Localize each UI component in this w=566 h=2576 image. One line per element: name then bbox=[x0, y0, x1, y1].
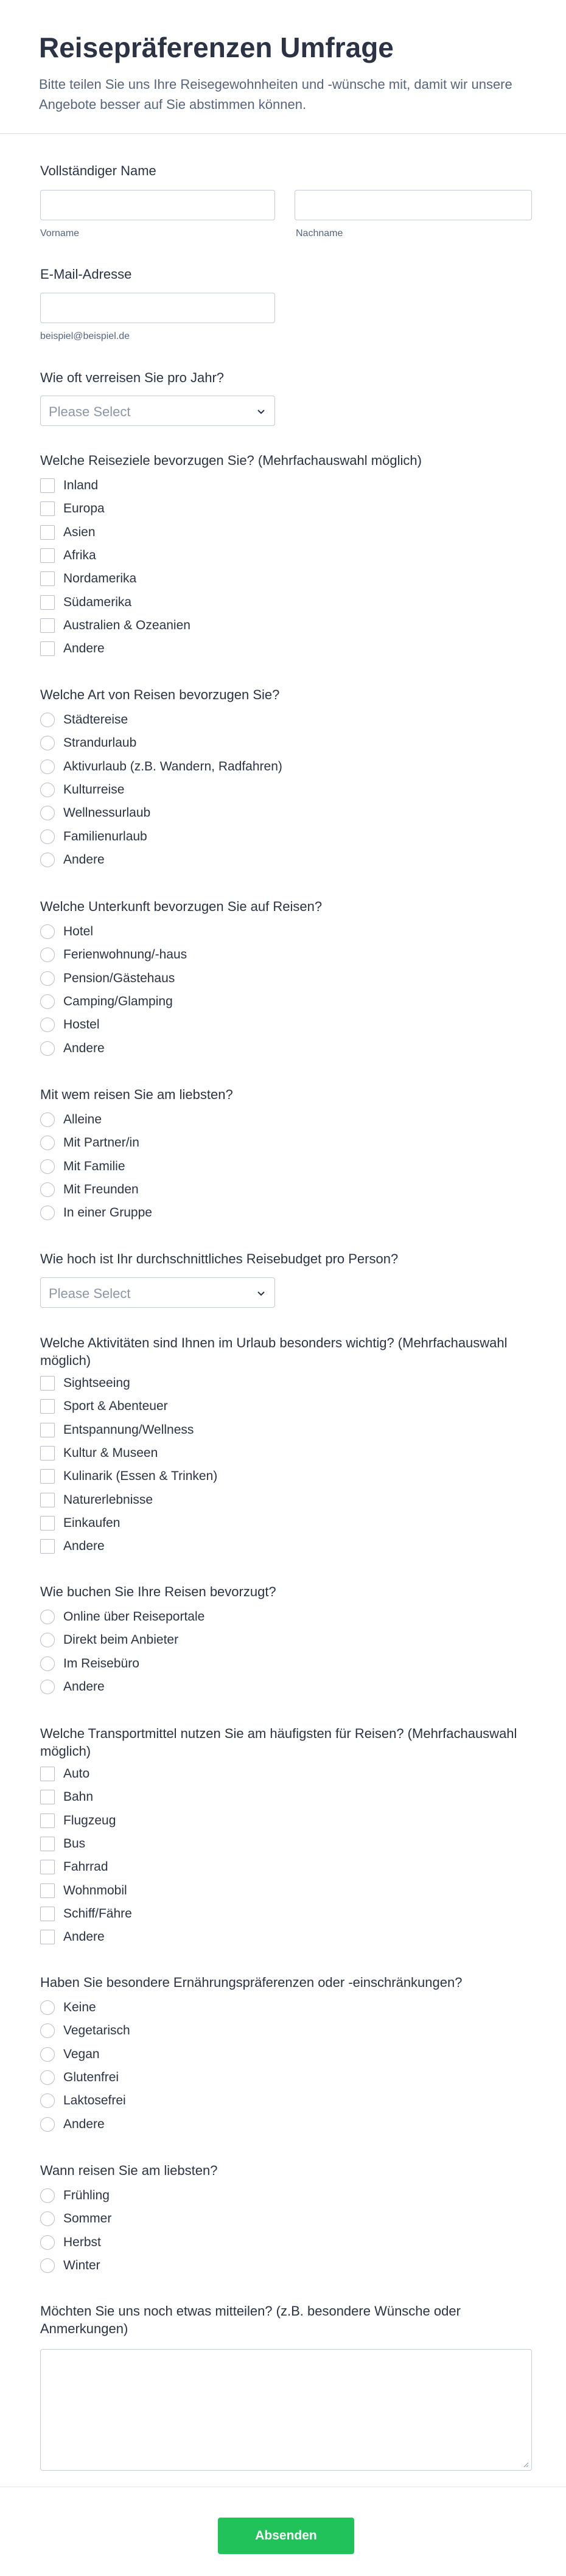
radio-option[interactable] bbox=[40, 1996, 130, 2019]
radio-button[interactable] bbox=[40, 1136, 55, 1150]
option-label: Herbst bbox=[63, 2235, 101, 2249]
option-label: Pension/Gästehaus bbox=[63, 971, 175, 985]
checkbox[interactable] bbox=[40, 478, 55, 493]
radio-option[interactable] bbox=[40, 2019, 130, 2042]
radio-option[interactable] bbox=[40, 1628, 204, 1652]
checkbox-option[interactable] bbox=[40, 1855, 132, 1879]
radio-button[interactable] bbox=[40, 2070, 55, 2085]
checkbox-option[interactable] bbox=[40, 567, 190, 590]
checkbox[interactable] bbox=[40, 548, 55, 563]
checkbox-option[interactable] bbox=[40, 1465, 217, 1488]
checkbox[interactable] bbox=[40, 1516, 55, 1531]
option-label: Andere bbox=[63, 1930, 105, 1944]
booking-label: Wie buchen Sie Ihre Reisen bevorzugt? bbox=[40, 1584, 276, 1599]
checkbox-option[interactable] bbox=[40, 1535, 217, 1558]
radio-button[interactable] bbox=[40, 736, 55, 750]
page-subtitle: Bitte teilen Sie uns Ihre Reisegewohnheiten und -wünsche mit, damit wir unsere Angebote besser auf Sie abstimmen können. bbox=[39, 77, 512, 112]
checkbox-option[interactable] bbox=[40, 1442, 217, 1465]
radio-option[interactable] bbox=[40, 967, 187, 990]
radio-button[interactable] bbox=[40, 1206, 55, 1220]
checkbox-option[interactable] bbox=[40, 1809, 132, 1832]
checkbox[interactable] bbox=[40, 1860, 55, 1874]
chevron-down-icon bbox=[256, 407, 266, 416]
option-label: Online über Reiseportale bbox=[63, 1610, 205, 1624]
radio-option[interactable] bbox=[40, 825, 282, 848]
option-label: Bus bbox=[63, 1837, 86, 1851]
option-label: Mit Freunden bbox=[63, 1182, 139, 1197]
chevron-down-icon bbox=[256, 1288, 266, 1298]
option-label: Keine bbox=[63, 2000, 96, 2015]
diet-options bbox=[40, 1996, 130, 2136]
checkbox-option[interactable] bbox=[40, 1372, 217, 1395]
option-label: Hostel bbox=[63, 1017, 100, 1032]
radio-button[interactable] bbox=[40, 853, 55, 867]
checkbox-option[interactable] bbox=[40, 614, 190, 637]
radio-button[interactable] bbox=[40, 2211, 55, 2226]
option-label: Flugzeug bbox=[63, 1813, 116, 1827]
option-label: Familienurlaub bbox=[63, 829, 147, 843]
checkbox[interactable] bbox=[40, 1446, 55, 1461]
radio-option[interactable] bbox=[40, 708, 282, 731]
radio-option[interactable] bbox=[40, 943, 187, 966]
option-label: Sommer bbox=[63, 2211, 112, 2226]
option-label: Auto bbox=[63, 1767, 90, 1781]
resize-handle-icon[interactable] bbox=[522, 2460, 529, 2468]
option-label: Sport & Abenteuer bbox=[63, 1399, 168, 1414]
name-label: Vollständiger Name bbox=[40, 163, 156, 178]
radio-option[interactable] bbox=[40, 2231, 111, 2254]
option-label: Ferienwohnung/-haus bbox=[63, 948, 187, 962]
checkbox[interactable] bbox=[40, 641, 55, 656]
checkbox-option[interactable] bbox=[40, 1879, 132, 1902]
radio-option[interactable] bbox=[40, 1675, 204, 1698]
checkbox-option[interactable] bbox=[40, 590, 190, 613]
activities-label: Welche Aktivitäten sind Ihnen im Urlaub besonders wichtig? (Mehrfachauswahl möglich) bbox=[40, 1335, 508, 1368]
checkbox-option[interactable] bbox=[40, 544, 190, 567]
radio-button[interactable] bbox=[40, 971, 55, 986]
radio-button[interactable] bbox=[40, 1112, 55, 1127]
radio-button[interactable] bbox=[40, 1159, 55, 1174]
option-label: Sightseeing bbox=[63, 1376, 130, 1391]
first-name-sublabel: Vorname bbox=[40, 228, 80, 239]
option-label: Mit Partner/in bbox=[63, 1136, 139, 1150]
option-label: Andere bbox=[63, 641, 105, 656]
option-label: Entspannung/Wellness bbox=[63, 1422, 194, 1437]
radio-button[interactable] bbox=[40, 948, 55, 962]
season-options bbox=[40, 2184, 111, 2277]
radio-button[interactable] bbox=[40, 2000, 55, 2015]
checkbox[interactable] bbox=[40, 525, 55, 540]
option-label: Mit Familie bbox=[63, 1159, 125, 1173]
radio-button[interactable] bbox=[40, 713, 55, 727]
companions-options bbox=[40, 1108, 152, 1224]
radio-option[interactable] bbox=[40, 2184, 111, 2207]
checkbox[interactable] bbox=[40, 1399, 55, 1414]
option-label: Andere bbox=[63, 1680, 105, 1694]
option-label: Glutenfrei bbox=[63, 2070, 119, 2085]
season-label: Wann reisen Sie am liebsten? bbox=[40, 2163, 218, 2178]
radio-option[interactable] bbox=[40, 801, 282, 825]
option-label: Wohnmobil bbox=[63, 1883, 127, 1897]
radio-button[interactable] bbox=[40, 924, 55, 939]
checkbox[interactable] bbox=[40, 1493, 55, 1507]
option-label: Afrika bbox=[63, 548, 96, 563]
option-label: Laktosefrei bbox=[63, 2093, 126, 2108]
option-label: Winter bbox=[63, 2258, 100, 2273]
option-label: Kultur & Museen bbox=[63, 1446, 158, 1461]
option-label: Asien bbox=[63, 525, 96, 539]
checkbox-option[interactable] bbox=[40, 1762, 132, 1785]
radio-option[interactable] bbox=[40, 2112, 130, 2135]
radio-option[interactable] bbox=[40, 755, 282, 778]
budget-select-placeholder: Please Select bbox=[49, 1286, 131, 1301]
checkbox-option[interactable] bbox=[40, 497, 190, 520]
radio-option[interactable] bbox=[40, 1155, 152, 1178]
frequency-select[interactable] bbox=[40, 396, 275, 426]
submit-button[interactable]: Absenden bbox=[218, 2518, 354, 2554]
travel-type-options bbox=[40, 708, 282, 871]
radio-button[interactable] bbox=[40, 994, 55, 1009]
option-label: Europa bbox=[63, 501, 105, 516]
radio-option[interactable] bbox=[40, 1108, 152, 1131]
radio-button[interactable] bbox=[40, 2047, 55, 2062]
radio-button[interactable] bbox=[40, 2093, 55, 2108]
checkbox[interactable] bbox=[40, 1376, 55, 1391]
checkbox-option[interactable] bbox=[40, 1488, 217, 1511]
radio-option[interactable] bbox=[40, 1131, 152, 1154]
option-label: Nordamerika bbox=[63, 571, 137, 586]
radio-button[interactable] bbox=[40, 2235, 55, 2250]
transport-label: Welche Transportmittel nutzen Sie am häufigsten für Reisen? (Mehrfachauswahl möglich) bbox=[40, 1726, 517, 1759]
companions-label: Mit wem reisen Sie am liebsten? bbox=[40, 1087, 233, 1102]
checkbox-option[interactable] bbox=[40, 1925, 132, 1949]
radio-button[interactable] bbox=[40, 829, 55, 844]
checkbox-option[interactable] bbox=[40, 1512, 217, 1535]
radio-option[interactable] bbox=[40, 920, 187, 943]
radio-button[interactable] bbox=[40, 783, 55, 797]
radio-option[interactable] bbox=[40, 1036, 187, 1059]
radio-button[interactable] bbox=[40, 1182, 55, 1197]
frequency-label: Wie oft verreisen Sie pro Jahr? bbox=[40, 370, 225, 385]
option-label: Einkaufen bbox=[63, 1515, 121, 1530]
option-label: Andere bbox=[63, 1041, 105, 1055]
option-label: Camping/Glamping bbox=[63, 994, 173, 1009]
checkbox-option[interactable] bbox=[40, 1395, 217, 1418]
accommodation-options bbox=[40, 920, 187, 1060]
radio-button[interactable] bbox=[40, 1610, 55, 1624]
checkbox[interactable] bbox=[40, 571, 55, 586]
activities-options bbox=[40, 1372, 217, 1558]
checkbox-option[interactable] bbox=[40, 1902, 132, 1925]
destinations-label: Welche Reiseziele bevorzugen Sie? (Mehrfachauswahl möglich) bbox=[40, 453, 422, 468]
last-name-input[interactable] bbox=[295, 190, 532, 220]
option-label: Städtereise bbox=[63, 713, 128, 727]
checkbox[interactable] bbox=[40, 1767, 55, 1781]
comments-textarea[interactable] bbox=[40, 2349, 532, 2471]
checkbox[interactable] bbox=[40, 618, 55, 633]
accommodation-label: Welche Unterkunft bevorzugen Sie auf Reisen? bbox=[40, 899, 323, 914]
checkbox-option[interactable] bbox=[40, 637, 190, 660]
radio-option[interactable] bbox=[40, 778, 282, 801]
last-name-sublabel: Nachname bbox=[296, 228, 343, 239]
option-label: Fahrrad bbox=[63, 1860, 108, 1874]
radio-button[interactable] bbox=[40, 2117, 55, 2132]
radio-option[interactable] bbox=[40, 2089, 130, 2112]
booking-options bbox=[40, 1605, 204, 1698]
radio-option[interactable] bbox=[40, 2043, 130, 2066]
option-label: Im Reisebüro bbox=[63, 1656, 139, 1670]
form-header bbox=[0, 0, 566, 134]
checkbox-option[interactable] bbox=[40, 1785, 132, 1809]
checkbox[interactable] bbox=[40, 1837, 55, 1851]
checkbox-option[interactable] bbox=[40, 1832, 132, 1855]
option-label: Inland bbox=[63, 478, 99, 493]
option-label: Alleine bbox=[63, 1112, 102, 1127]
checkbox[interactable] bbox=[40, 1907, 55, 1921]
comments-label: Möchten Sie uns noch etwas mitteilen? (z.B. besondere Wünsche oder Anmerkungen) bbox=[40, 2303, 461, 2336]
option-label: Wellnessurlaub bbox=[63, 806, 151, 820]
radio-button[interactable] bbox=[40, 2023, 55, 2038]
radio-button[interactable] bbox=[40, 2188, 55, 2203]
checkbox[interactable] bbox=[40, 595, 55, 610]
email-input[interactable] bbox=[40, 293, 275, 323]
radio-option[interactable] bbox=[40, 990, 187, 1013]
diet-label: Haben Sie besondere Ernährungspräferenzen oder -einschränkungen? bbox=[40, 1975, 463, 1990]
checkbox[interactable] bbox=[40, 1423, 55, 1437]
option-label: Südamerika bbox=[63, 595, 132, 609]
radio-button[interactable] bbox=[40, 759, 55, 774]
radio-button[interactable] bbox=[40, 806, 55, 820]
option-label: Aktivurlaub (z.B. Wandern, Radfahren) bbox=[63, 759, 282, 773]
option-label: Andere bbox=[63, 852, 105, 867]
radio-button[interactable] bbox=[40, 1017, 55, 1032]
option-label: Direkt beim Anbieter bbox=[63, 1633, 179, 1647]
radio-option[interactable] bbox=[40, 1652, 204, 1675]
checkbox[interactable] bbox=[40, 1883, 55, 1898]
frequency-select-placeholder: Please Select bbox=[49, 404, 131, 419]
radio-option[interactable] bbox=[40, 731, 282, 755]
radio-button[interactable] bbox=[40, 1656, 55, 1671]
email-label: E-Mail-Adresse bbox=[40, 267, 132, 282]
email-sublabel: beispiel@beispiel.de bbox=[40, 331, 130, 341]
option-label: Kulturreise bbox=[63, 783, 125, 797]
option-label: Australien & Ozeanien bbox=[63, 618, 190, 632]
option-label: Bahn bbox=[63, 1790, 94, 1804]
checkbox-option[interactable] bbox=[40, 521, 190, 544]
transport-options bbox=[40, 1762, 132, 1949]
checkbox[interactable] bbox=[40, 1539, 55, 1554]
checkbox[interactable] bbox=[40, 501, 55, 516]
checkbox-option[interactable] bbox=[40, 474, 190, 497]
radio-option[interactable] bbox=[40, 848, 282, 871]
checkbox[interactable] bbox=[40, 1813, 55, 1828]
radio-option[interactable] bbox=[40, 1013, 187, 1036]
radio-option[interactable] bbox=[40, 2254, 111, 2277]
option-label: Vegetarisch bbox=[63, 2023, 130, 2038]
radio-button[interactable] bbox=[40, 2258, 55, 2273]
page-title: Reisepräferenzen Umfrage bbox=[39, 32, 394, 63]
option-label: Andere bbox=[63, 2117, 105, 2131]
radio-button[interactable] bbox=[40, 1041, 55, 1056]
checkbox-option[interactable] bbox=[40, 1419, 217, 1442]
option-label: Vegan bbox=[63, 2047, 100, 2061]
option-label: Kulinarik (Essen & Trinken) bbox=[63, 1469, 218, 1484]
option-label: Frühling bbox=[63, 2188, 110, 2203]
budget-label: Wie hoch ist Ihr durchschnittliches Reisebudget pro Person? bbox=[40, 1251, 399, 1266]
option-label: Schiff/Fähre bbox=[63, 1906, 132, 1921]
destinations-options bbox=[40, 474, 190, 660]
radio-option[interactable] bbox=[40, 1201, 152, 1224]
checkbox[interactable] bbox=[40, 1930, 55, 1944]
checkbox[interactable] bbox=[40, 1790, 55, 1804]
budget-select[interactable] bbox=[40, 1277, 275, 1308]
travel-type-label: Welche Art von Reisen bevorzugen Sie? bbox=[40, 687, 280, 702]
first-name-input[interactable] bbox=[40, 190, 275, 220]
radio-button[interactable] bbox=[40, 1633, 55, 1647]
checkbox[interactable] bbox=[40, 1469, 55, 1484]
radio-option[interactable] bbox=[40, 2066, 130, 2089]
option-label: In einer Gruppe bbox=[63, 1206, 152, 1220]
radio-option[interactable] bbox=[40, 1178, 152, 1201]
option-label: Naturerlebnisse bbox=[63, 1492, 153, 1507]
radio-option[interactable] bbox=[40, 2207, 111, 2230]
radio-option[interactable] bbox=[40, 1605, 204, 1628]
option-label: Strandurlaub bbox=[63, 736, 137, 750]
option-label: Hotel bbox=[63, 924, 94, 939]
option-label: Andere bbox=[63, 1539, 105, 1554]
radio-button[interactable] bbox=[40, 1680, 55, 1694]
